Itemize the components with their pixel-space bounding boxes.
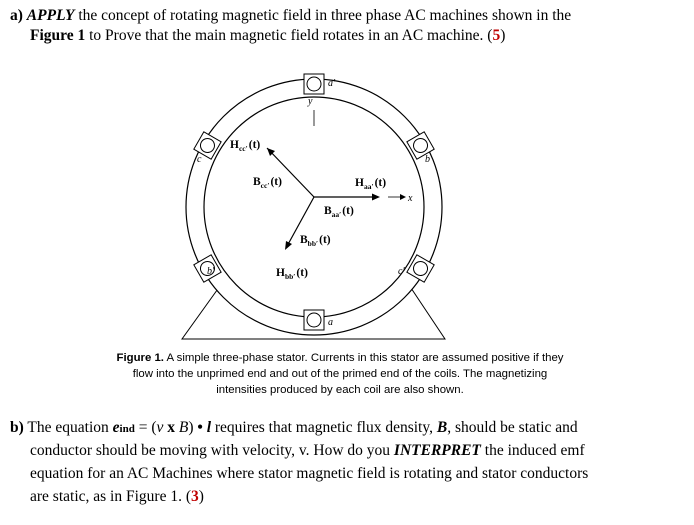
question-b-label: b) (10, 419, 24, 436)
question-b-text-4: are static, as in Figure 1. ( (30, 488, 191, 505)
caption-line-2: flow into the unprimed end and out of the primed end of the coils. The magnetizing (132, 368, 548, 380)
question-a-text-1: the concept of rotating magnetic field in three phase AC machines shown in the (74, 7, 572, 24)
question-b-keyword: INTERPRET (393, 442, 481, 459)
question-b-marks-close: ) (198, 488, 204, 505)
label-b-prime: b′ (207, 266, 215, 277)
question-a-marks-close: ) (500, 27, 506, 44)
question-b-marks: 3 (190, 488, 199, 505)
label-H-bb: Hbb′(t) (276, 267, 308, 281)
caption-line-3: intensities produced by each coil are also shown. (216, 384, 464, 396)
question-a-keyword: APPLY (26, 7, 75, 24)
velocity-symbol: v (156, 419, 164, 436)
cross-symbol: x (163, 419, 179, 436)
label-c-prime: c′ (398, 266, 405, 277)
label-a: a (328, 317, 333, 328)
question-a-text-2: to Prove that the main magnetic field rotates in an AC machine. ( (85, 27, 493, 44)
flux-density-symbol: B (436, 419, 448, 436)
question-a-figure-ref: Figure 1 (30, 27, 86, 44)
question-b-text-1a: The equation (27, 419, 113, 436)
question-b-line-1 (10, 418, 578, 439)
label-B-bb: Bbb′(t) (300, 234, 331, 248)
caption-label: Figure 1. (116, 352, 164, 364)
stator-inner-circle (204, 97, 424, 317)
figure-caption (60, 350, 620, 398)
label-H-aa: Haa′(t) (355, 177, 387, 191)
eq-open: = ( (134, 419, 157, 436)
question-b-text-2b: the induced emf (480, 442, 585, 459)
caption-text-1: A simple three-phase stator. Currents in this stator are assumed positive if they (166, 352, 564, 364)
question-b-line-4 (30, 487, 204, 507)
emf-symbol: e (112, 419, 120, 436)
question-a-marks: 5 (492, 27, 501, 44)
label-H-cc: Hcc′(t) (230, 139, 261, 153)
question-b-line-3: equation for an AC Machines where stator magnetic field is rotating and stator conductors (30, 465, 589, 482)
flux-symbol: B (178, 419, 189, 436)
stator-figure (170, 64, 450, 349)
label-a-prime: a′ (328, 78, 336, 89)
question-a-line-2 (30, 26, 505, 46)
label-B-aa: Baa′(t) (324, 205, 354, 219)
y-axis-label: y (308, 96, 313, 107)
question-b-line-2 (30, 441, 585, 461)
slot-a (304, 310, 324, 330)
eq-close: ) (188, 419, 198, 436)
dot-symbol: • (197, 419, 203, 436)
caption-line-1 (60, 350, 620, 366)
question-a-label: a) (10, 7, 23, 24)
question-b-text-1c: , should be static and (447, 419, 578, 436)
question-b-text-1b: requires that magnetic flux density, (211, 419, 437, 436)
length-symbol: l (206, 419, 212, 436)
slot-a-prime (304, 74, 324, 94)
question-a-line-1 (10, 6, 571, 26)
label-B-cc: Bcc′(t) (253, 176, 282, 190)
label-b: b (425, 154, 430, 165)
label-c: c (197, 154, 202, 165)
emf-subscript: ind (119, 423, 135, 435)
question-b-text-2a: conductor should be moving with velocity, v. How do you (30, 442, 394, 459)
x-axis-label: x (408, 193, 413, 204)
